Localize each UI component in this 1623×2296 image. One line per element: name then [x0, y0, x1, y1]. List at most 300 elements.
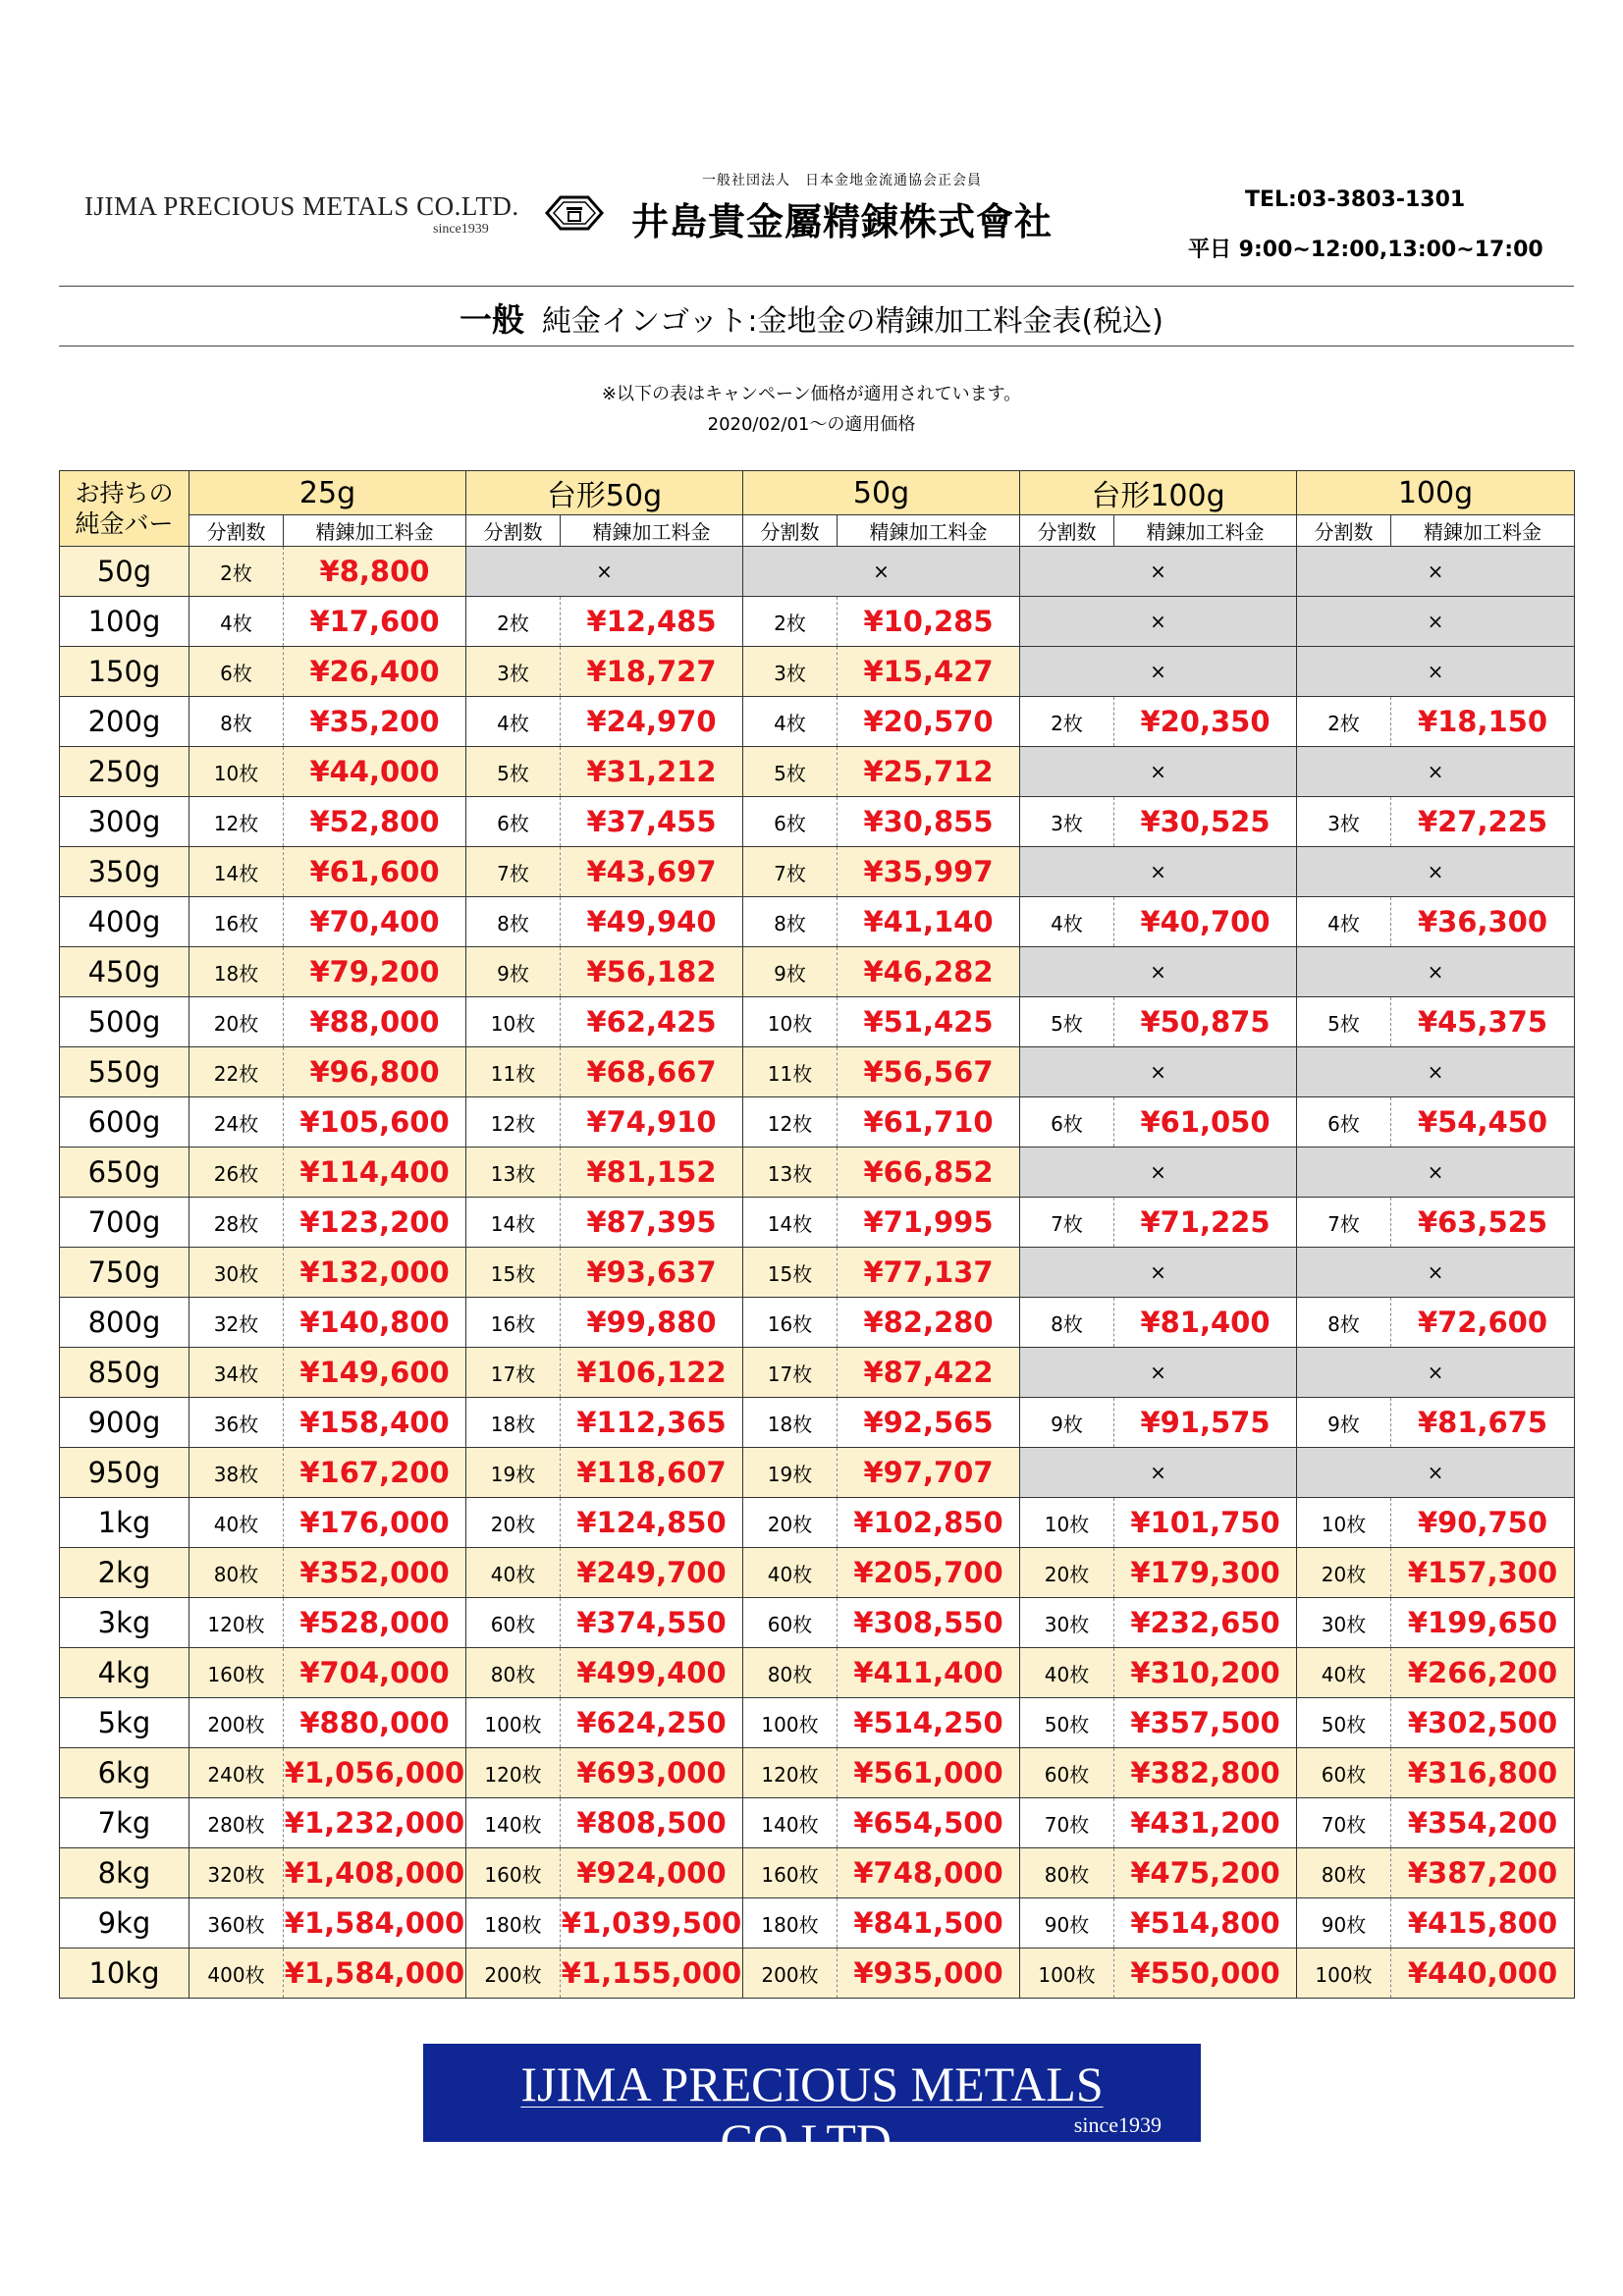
refining-fee-cell: ¥1,232,000: [284, 1798, 466, 1848]
refining-fee-cell: ¥748,000: [838, 1848, 1020, 1898]
split-count-cell: 200枚: [743, 1949, 838, 1999]
table-row: [60, 547, 1575, 597]
split-count-cell: 10枚: [1020, 1498, 1114, 1548]
split-count-cell: 18枚: [743, 1398, 838, 1448]
refining-fee-cell: ¥71,225: [1114, 1198, 1297, 1248]
refining-fee-cell: ¥46,282: [838, 947, 1020, 997]
split-count-cell: 180枚: [466, 1898, 561, 1949]
refining-fee-cell: ¥382,800: [1114, 1748, 1297, 1798]
not-available-cell: ×: [1020, 947, 1297, 997]
split-count-cell: 16枚: [743, 1298, 838, 1348]
refining-fee-cell: ¥81,400: [1114, 1298, 1297, 1348]
refining-fee-cell: ¥30,855: [838, 797, 1020, 847]
not-available-cell: ×: [1020, 597, 1297, 647]
refining-fee-cell: ¥112,365: [561, 1398, 743, 1448]
not-available-cell: ×: [1020, 1148, 1297, 1198]
refining-fee-cell: ¥415,800: [1391, 1898, 1575, 1949]
refining-fee-cell: ¥176,000: [284, 1498, 466, 1548]
refining-fee-cell: ¥308,550: [838, 1598, 1020, 1648]
refining-fee-cell: ¥205,700: [838, 1548, 1020, 1598]
table-row: [60, 1498, 1575, 1548]
refining-fee-cell: ¥105,600: [284, 1097, 466, 1148]
corner-line: お持ちの: [75, 479, 174, 507]
not-available-cell: ×: [1020, 547, 1297, 597]
table-row: [60, 647, 1575, 697]
price-table: [59, 470, 1575, 1999]
subheader-fee: 精錬加工料金: [561, 515, 743, 547]
split-count-cell: 50枚: [1020, 1698, 1114, 1748]
business-hours: 平日 9:00~12:00,13:00~17:00: [1188, 238, 1543, 262]
split-count-cell: 160枚: [743, 1848, 838, 1898]
bar-weight-cell: 5kg: [60, 1698, 189, 1748]
split-count-cell: 14枚: [466, 1198, 561, 1248]
bar-weight-cell: 500g: [60, 997, 189, 1047]
refining-fee-cell: ¥77,137: [838, 1248, 1020, 1298]
refining-fee-cell: ¥310,200: [1114, 1648, 1297, 1698]
table-row: [60, 1898, 1575, 1949]
refining-fee-cell: ¥880,000: [284, 1698, 466, 1748]
refining-fee-cell: ¥68,667: [561, 1047, 743, 1097]
split-count-cell: 80枚: [1020, 1848, 1114, 1898]
not-available-cell: ×: [1020, 1047, 1297, 1097]
split-count-cell: 12枚: [466, 1097, 561, 1148]
split-count-cell: 19枚: [466, 1448, 561, 1498]
split-count-cell: 2枚: [743, 597, 838, 647]
page-title: [0, 294, 1623, 341]
refining-fee-cell: ¥31,212: [561, 747, 743, 797]
not-available-cell: ×: [1297, 1448, 1575, 1498]
table-row: [60, 1198, 1575, 1248]
refining-fee-cell: ¥63,525: [1391, 1198, 1575, 1248]
split-count-cell: 60枚: [466, 1598, 561, 1648]
split-count-cell: 10枚: [743, 997, 838, 1047]
company-logo-icon: [545, 193, 604, 233]
refining-fee-cell: ¥475,200: [1114, 1848, 1297, 1898]
split-count-cell: 6枚: [1020, 1097, 1114, 1148]
bar-weight-cell: 8kg: [60, 1848, 189, 1898]
refining-fee-cell: ¥93,637: [561, 1248, 743, 1298]
table-row: [60, 1298, 1575, 1348]
bar-weight-cell: 750g: [60, 1248, 189, 1298]
subheader-count: 分割数: [189, 515, 284, 547]
refining-fee-cell: ¥179,300: [1114, 1548, 1297, 1598]
bar-weight-cell: 200g: [60, 697, 189, 747]
footer-logo: [423, 2044, 1201, 2168]
split-count-cell: 30枚: [1297, 1598, 1391, 1648]
title-main: 純金インゴット:金地金の精錬加工料金表(税込): [542, 304, 1163, 339]
phone-number: TEL:03-3803-1301: [1245, 187, 1466, 212]
table-row: [60, 1748, 1575, 1798]
split-count-cell: 200枚: [466, 1949, 561, 1999]
refining-fee-cell: ¥1,584,000: [284, 1898, 466, 1949]
split-count-cell: 13枚: [466, 1148, 561, 1198]
split-count-cell: 90枚: [1297, 1898, 1391, 1949]
table-row: [60, 1097, 1575, 1148]
table-row: [60, 947, 1575, 997]
split-count-cell: 2枚: [1297, 697, 1391, 747]
refining-fee-cell: ¥157,300: [1391, 1548, 1575, 1598]
group-header-trapezoid-100g: 台形100g: [1020, 471, 1297, 515]
split-count-cell: 5枚: [1297, 997, 1391, 1047]
split-count-cell: 14枚: [743, 1198, 838, 1248]
refining-fee-cell: ¥37,455: [561, 797, 743, 847]
refining-fee-cell: ¥249,700: [561, 1548, 743, 1598]
refining-fee-cell: ¥514,800: [1114, 1898, 1297, 1949]
refining-fee-cell: ¥18,727: [561, 647, 743, 697]
table-row: [60, 1949, 1575, 1999]
refining-fee-cell: ¥36,300: [1391, 897, 1575, 947]
refining-fee-cell: ¥45,375: [1391, 997, 1575, 1047]
split-count-cell: 20枚: [1297, 1548, 1391, 1598]
split-count-cell: 100枚: [1020, 1949, 1114, 1999]
table-row: [60, 997, 1575, 1047]
split-count-cell: 140枚: [743, 1798, 838, 1848]
refining-fee-cell: ¥20,570: [838, 697, 1020, 747]
split-count-cell: 11枚: [466, 1047, 561, 1097]
bar-weight-cell: 350g: [60, 847, 189, 897]
not-available-cell: ×: [466, 547, 743, 597]
refining-fee-cell: ¥56,182: [561, 947, 743, 997]
split-count-cell: 38枚: [189, 1448, 284, 1498]
valid-from-date: 2020/02/01～の適用価格: [707, 414, 916, 435]
bar-weight-cell: 7kg: [60, 1798, 189, 1848]
split-count-cell: 60枚: [1020, 1748, 1114, 1798]
table-row: [60, 1798, 1575, 1848]
group-header-25g: 25g: [189, 471, 466, 515]
refining-fee-cell: ¥140,800: [284, 1298, 466, 1348]
split-count-cell: 120枚: [743, 1748, 838, 1798]
association-label: 一般社団法人 日本金地金流通協会正会員: [702, 173, 982, 188]
refining-fee-cell: ¥352,000: [284, 1548, 466, 1598]
split-count-cell: 10枚: [189, 747, 284, 797]
corner-header: [60, 471, 189, 547]
refining-fee-cell: ¥43,697: [561, 847, 743, 897]
split-count-cell: 4枚: [1297, 897, 1391, 947]
refining-fee-cell: ¥20,350: [1114, 697, 1297, 747]
refining-fee-cell: ¥72,600: [1391, 1298, 1575, 1348]
split-count-cell: 7枚: [1297, 1198, 1391, 1248]
refining-fee-cell: ¥374,550: [561, 1598, 743, 1648]
refining-fee-cell: ¥199,650: [1391, 1598, 1575, 1648]
table-row: [60, 1398, 1575, 1448]
table-row: [60, 847, 1575, 897]
refining-fee-cell: ¥114,400: [284, 1148, 466, 1198]
company-name-jp: 井島貴金屬精錬株式會社: [631, 199, 1054, 243]
bar-weight-cell: 4kg: [60, 1648, 189, 1698]
refining-fee-cell: ¥808,500: [561, 1798, 743, 1848]
split-count-cell: 8枚: [1020, 1298, 1114, 1348]
split-count-cell: 8枚: [189, 697, 284, 747]
split-count-cell: 9枚: [1297, 1398, 1391, 1448]
not-available-cell: ×: [1297, 547, 1575, 597]
refining-fee-cell: ¥158,400: [284, 1398, 466, 1448]
subheader-fee: 精錬加工料金: [284, 515, 466, 547]
table-row: [60, 1648, 1575, 1698]
refining-fee-cell: ¥693,000: [561, 1748, 743, 1798]
refining-fee-cell: ¥79,200: [284, 947, 466, 997]
split-count-cell: 17枚: [743, 1348, 838, 1398]
bar-weight-cell: 10kg: [60, 1949, 189, 1999]
footer-brand-name: IJIMA PRECIOUS METALS CO.LTD.: [520, 2056, 1104, 2168]
table-row: [60, 897, 1575, 947]
refining-fee-cell: ¥354,200: [1391, 1798, 1575, 1848]
refining-fee-cell: ¥132,000: [284, 1248, 466, 1298]
refining-fee-cell: ¥704,000: [284, 1648, 466, 1698]
not-available-cell: ×: [1297, 1148, 1575, 1198]
refining-fee-cell: ¥44,000: [284, 747, 466, 797]
split-count-cell: 34枚: [189, 1348, 284, 1398]
split-count-cell: 40枚: [1020, 1648, 1114, 1698]
split-count-cell: 7枚: [466, 847, 561, 897]
split-count-cell: 8枚: [1297, 1298, 1391, 1348]
bar-weight-cell: 9kg: [60, 1898, 189, 1949]
refining-fee-cell: ¥30,525: [1114, 797, 1297, 847]
refining-fee-cell: ¥101,750: [1114, 1498, 1297, 1548]
since-label: since1939: [433, 222, 489, 237]
refining-fee-cell: ¥266,200: [1391, 1648, 1575, 1698]
refining-fee-cell: ¥61,600: [284, 847, 466, 897]
not-available-cell: ×: [1020, 1348, 1297, 1398]
subheader-fee: 精錬加工料金: [1391, 515, 1575, 547]
refining-fee-cell: ¥87,395: [561, 1198, 743, 1248]
refining-fee-cell: ¥102,850: [838, 1498, 1020, 1548]
split-count-cell: 9枚: [466, 947, 561, 997]
refining-fee-cell: ¥1,584,000: [284, 1949, 466, 1999]
refining-fee-cell: ¥61,710: [838, 1097, 1020, 1148]
refining-fee-cell: ¥81,152: [561, 1148, 743, 1198]
refining-fee-cell: ¥40,700: [1114, 897, 1297, 947]
split-count-cell: 16枚: [466, 1298, 561, 1348]
refining-fee-cell: ¥431,200: [1114, 1798, 1297, 1848]
split-count-cell: 2枚: [466, 597, 561, 647]
table-row: [60, 1448, 1575, 1498]
refining-fee-cell: ¥82,280: [838, 1298, 1020, 1348]
bar-weight-cell: 850g: [60, 1348, 189, 1398]
split-count-cell: 17枚: [466, 1348, 561, 1398]
not-available-cell: ×: [1020, 1448, 1297, 1498]
split-count-cell: 6枚: [189, 647, 284, 697]
table-row: [60, 1848, 1575, 1898]
split-count-cell: 11枚: [743, 1047, 838, 1097]
refining-fee-cell: ¥62,425: [561, 997, 743, 1047]
split-count-cell: 8枚: [743, 897, 838, 947]
refining-fee-cell: ¥924,000: [561, 1848, 743, 1898]
refining-fee-cell: ¥106,122: [561, 1348, 743, 1398]
refining-fee-cell: ¥74,910: [561, 1097, 743, 1148]
split-count-cell: 2枚: [189, 547, 284, 597]
refining-fee-cell: ¥54,450: [1391, 1097, 1575, 1148]
split-count-cell: 90枚: [1020, 1898, 1114, 1949]
divider: [59, 346, 1574, 347]
split-count-cell: 12枚: [189, 797, 284, 847]
not-available-cell: ×: [1297, 1047, 1575, 1097]
not-available-cell: ×: [1297, 1348, 1575, 1398]
bar-weight-cell: 6kg: [60, 1748, 189, 1798]
refining-fee-cell: ¥97,707: [838, 1448, 1020, 1498]
split-count-cell: 18枚: [189, 947, 284, 997]
refining-fee-cell: ¥167,200: [284, 1448, 466, 1498]
split-count-cell: 100枚: [466, 1698, 561, 1748]
split-count-cell: 160枚: [189, 1648, 284, 1698]
split-count-cell: 30枚: [1020, 1598, 1114, 1648]
group-header-50g: 50g: [743, 471, 1020, 515]
split-count-cell: 320枚: [189, 1848, 284, 1898]
refining-fee-cell: ¥302,500: [1391, 1698, 1575, 1748]
split-count-cell: 3枚: [1297, 797, 1391, 847]
refining-fee-cell: ¥411,400: [838, 1648, 1020, 1698]
split-count-cell: 4枚: [189, 597, 284, 647]
split-count-cell: 36枚: [189, 1398, 284, 1448]
bar-weight-cell: 950g: [60, 1448, 189, 1498]
refining-fee-cell: ¥12,485: [561, 597, 743, 647]
split-count-cell: 400枚: [189, 1949, 284, 1999]
not-available-cell: ×: [1297, 847, 1575, 897]
refining-fee-cell: ¥123,200: [284, 1198, 466, 1248]
split-count-cell: 18枚: [466, 1398, 561, 1448]
bar-weight-cell: 1kg: [60, 1498, 189, 1548]
split-count-cell: 30枚: [189, 1248, 284, 1298]
split-count-cell: 40枚: [189, 1498, 284, 1548]
subheader-count: 分割数: [1297, 515, 1391, 547]
split-count-cell: 6枚: [743, 797, 838, 847]
bar-weight-cell: 50g: [60, 547, 189, 597]
not-available-cell: ×: [1297, 947, 1575, 997]
table-row: [60, 1698, 1575, 1748]
split-count-cell: 6枚: [466, 797, 561, 847]
split-count-cell: 3枚: [466, 647, 561, 697]
table-row: [60, 597, 1575, 647]
split-count-cell: 9枚: [1020, 1398, 1114, 1448]
not-available-cell: ×: [1020, 647, 1297, 697]
refining-fee-cell: ¥624,250: [561, 1698, 743, 1748]
refining-fee-cell: ¥440,000: [1391, 1949, 1575, 1999]
table-row: [60, 697, 1575, 747]
table-row: [60, 1598, 1575, 1648]
not-available-cell: ×: [1297, 597, 1575, 647]
refining-fee-cell: ¥24,970: [561, 697, 743, 747]
refining-fee-cell: ¥124,850: [561, 1498, 743, 1548]
refining-fee-cell: ¥1,056,000: [284, 1748, 466, 1798]
not-available-cell: ×: [1297, 1248, 1575, 1298]
bar-weight-cell: 100g: [60, 597, 189, 647]
refining-fee-cell: ¥35,997: [838, 847, 1020, 897]
bar-weight-cell: 150g: [60, 647, 189, 697]
split-count-cell: 5枚: [466, 747, 561, 797]
refining-fee-cell: ¥1,155,000: [561, 1949, 743, 1999]
refining-fee-cell: ¥1,408,000: [284, 1848, 466, 1898]
table-row: [60, 1047, 1575, 1097]
not-available-cell: ×: [1020, 847, 1297, 897]
table-row: [60, 1548, 1575, 1598]
split-count-cell: 240枚: [189, 1748, 284, 1798]
not-available-cell: ×: [1297, 747, 1575, 797]
refining-fee-cell: ¥654,500: [838, 1798, 1020, 1848]
refining-fee-cell: ¥25,712: [838, 747, 1020, 797]
refining-fee-cell: ¥91,575: [1114, 1398, 1297, 1448]
split-count-cell: 50枚: [1297, 1698, 1391, 1748]
split-count-cell: 180枚: [743, 1898, 838, 1949]
split-count-cell: 24枚: [189, 1097, 284, 1148]
refining-fee-cell: ¥17,600: [284, 597, 466, 647]
split-count-cell: 70枚: [1020, 1798, 1114, 1848]
split-count-cell: 10枚: [1297, 1498, 1391, 1548]
refining-fee-cell: ¥841,500: [838, 1898, 1020, 1949]
not-available-cell: ×: [1020, 747, 1297, 797]
bar-weight-cell: 800g: [60, 1298, 189, 1348]
split-count-cell: 7枚: [743, 847, 838, 897]
refining-fee-cell: ¥357,500: [1114, 1698, 1297, 1748]
refining-fee-cell: ¥499,400: [561, 1648, 743, 1698]
refining-fee-cell: ¥35,200: [284, 697, 466, 747]
table-row: [60, 1248, 1575, 1298]
split-count-cell: 160枚: [466, 1848, 561, 1898]
refining-fee-cell: ¥387,200: [1391, 1848, 1575, 1898]
refining-fee-cell: ¥70,400: [284, 897, 466, 947]
split-count-cell: 16枚: [189, 897, 284, 947]
table-row: [60, 1148, 1575, 1198]
split-count-cell: 100枚: [1297, 1949, 1391, 1999]
refining-fee-cell: ¥18,150: [1391, 697, 1575, 747]
bar-weight-cell: 650g: [60, 1148, 189, 1198]
split-count-cell: 40枚: [743, 1548, 838, 1598]
bar-weight-cell: 700g: [60, 1198, 189, 1248]
refining-fee-cell: ¥8,800: [284, 547, 466, 597]
refining-fee-cell: ¥81,675: [1391, 1398, 1575, 1448]
refining-fee-cell: ¥935,000: [838, 1949, 1020, 1999]
bar-weight-cell: 400g: [60, 897, 189, 947]
split-count-cell: 80枚: [466, 1648, 561, 1698]
table-row: [60, 747, 1575, 797]
split-count-cell: 19枚: [743, 1448, 838, 1498]
refining-fee-cell: ¥118,607: [561, 1448, 743, 1498]
split-count-cell: 80枚: [189, 1548, 284, 1598]
refining-fee-cell: ¥316,800: [1391, 1748, 1575, 1798]
refining-fee-cell: ¥96,800: [284, 1047, 466, 1097]
bar-weight-cell: 300g: [60, 797, 189, 847]
split-count-cell: 60枚: [743, 1598, 838, 1648]
split-count-cell: 280枚: [189, 1798, 284, 1848]
split-count-cell: 20枚: [466, 1498, 561, 1548]
refining-fee-cell: ¥27,225: [1391, 797, 1575, 847]
bar-weight-cell: 250g: [60, 747, 189, 797]
refining-fee-cell: ¥71,995: [838, 1198, 1020, 1248]
title-general: 一般: [460, 300, 525, 339]
subheader-fee: 精錬加工料金: [838, 515, 1020, 547]
split-count-cell: 14枚: [189, 847, 284, 897]
split-count-cell: 20枚: [1020, 1548, 1114, 1598]
split-count-cell: 7枚: [1020, 1198, 1114, 1248]
bar-weight-cell: 600g: [60, 1097, 189, 1148]
split-count-cell: 9枚: [743, 947, 838, 997]
refining-fee-cell: ¥41,140: [838, 897, 1020, 947]
refining-fee-cell: ¥88,000: [284, 997, 466, 1047]
table-row: [60, 1348, 1575, 1398]
refining-fee-cell: ¥87,422: [838, 1348, 1020, 1398]
split-count-cell: 8枚: [466, 897, 561, 947]
split-count-cell: 80枚: [743, 1648, 838, 1698]
campaign-note: ※以下の表はキャンペーン価格が適用されています。: [601, 384, 1022, 404]
bar-weight-cell: 3kg: [60, 1598, 189, 1648]
refining-fee-cell: ¥99,880: [561, 1298, 743, 1348]
split-count-cell: 200枚: [189, 1698, 284, 1748]
split-count-cell: 70枚: [1297, 1798, 1391, 1848]
split-count-cell: 10枚: [466, 997, 561, 1047]
split-count-cell: 20枚: [743, 1498, 838, 1548]
group-header-100g: 100g: [1297, 471, 1575, 515]
split-count-cell: 22枚: [189, 1047, 284, 1097]
refining-fee-cell: ¥550,000: [1114, 1949, 1297, 1999]
split-count-cell: 13枚: [743, 1148, 838, 1198]
